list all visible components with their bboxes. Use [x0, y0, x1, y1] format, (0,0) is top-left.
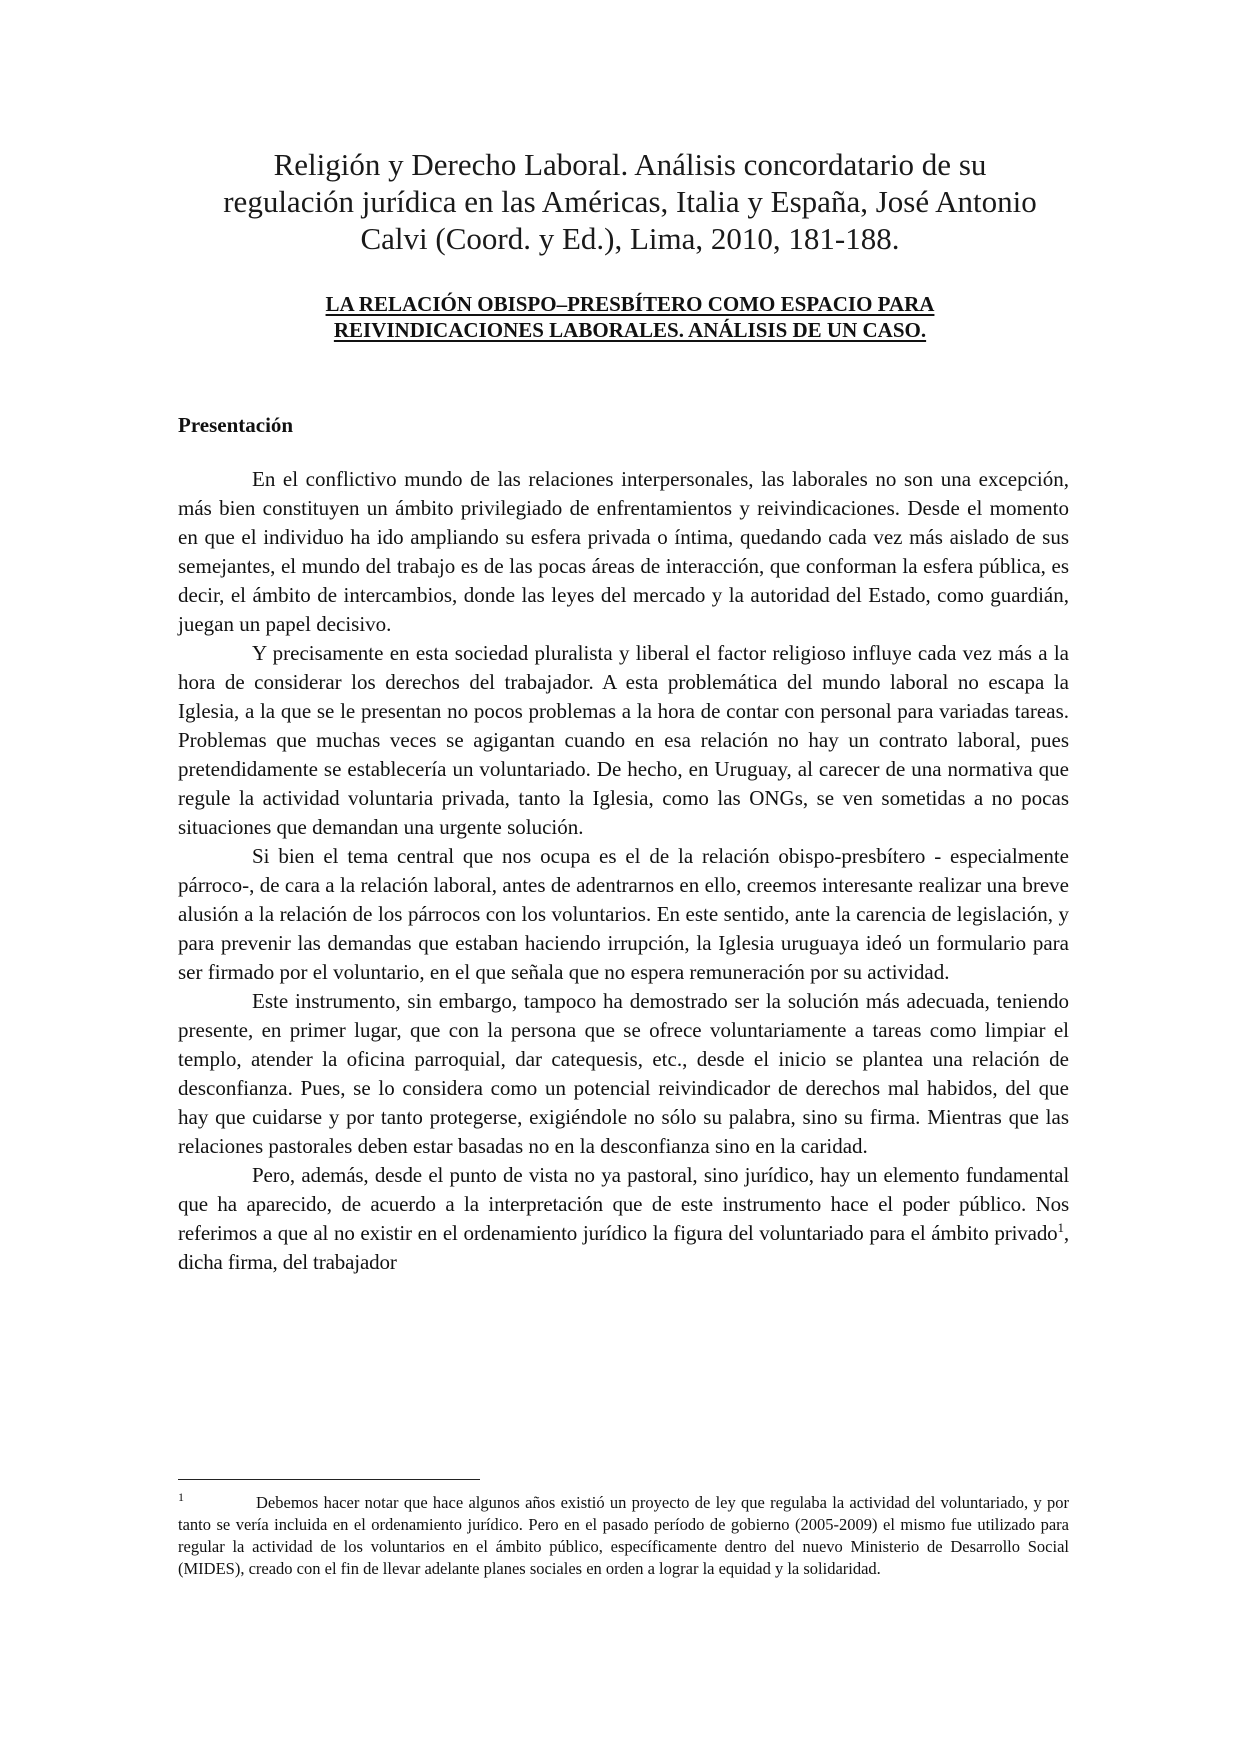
paragraph-5 — [178, 1161, 1069, 1277]
footnote-paragraph — [178, 1492, 1069, 1580]
paragraph-3: Si bien el tema central que nos ocupa es el de la relación obispo-presbítero - especialmente párroco-, de cara a la relación laboral, antes de adentrarnos en ello, creemos interesante realizar una breve alusión a la relación de los párrocos con los voluntarios. En este sentido, ante la carencia de legislación, y para prevenir las demandas que estaban haciendo irrupción, la Iglesia uruguaya ideó un formulario para ser firmado por el voluntario, en el que señala que no espera remuneración por su actividad. — [178, 844, 1069, 984]
article-title-line-2: REIVINDICACIONES LABORALES. ANÁLISIS DE UN CASO. — [333, 318, 927, 342]
body-text — [178, 465, 1069, 1277]
paragraph-5-text: Pero, además, desde el punto de vista no ya pastoral, sino jurídico, hay un elemento fundamental que ha aparecido, de acuerdo a la interpretación que de este instrumento hace el poder público. Nos referimos a que al no existir en el ordenamiento jurídico la figura del voluntariado para el ámbito privado — [178, 1163, 1069, 1245]
paragraph-1: En el conflictivo mundo de las relaciones interpersonales, las laborales no son una excepción, más bien constituyen un ámbito privilegiado de enfrentamientos y reivindicaciones. Desde el momento en que el individuo ha ido ampliando su esfera privada o íntima, quedando cada vez más aislado de sus semejantes, el mundo del trabajo es de las pocas áreas de interacción, que conforman la esfera pública, es decir, el ámbito de intercambios, donde las leyes del mercado y la autoridad del Estado, como guardián, juegan un papel decisivo. — [178, 467, 1069, 636]
section-heading: Presentación — [178, 413, 294, 437]
citation-line-1: Religión y Derecho Laboral. Análisis concordatario de su — [273, 147, 987, 182]
article-title-line-1: LA RELACIÓN OBISPO–PRESBÍTERO COMO ESPACIO PARA — [325, 292, 935, 316]
citation-line-3: Calvi (Coord. y Ed.), Lima, 2010, 181-188. — [360, 221, 900, 256]
footnote-reference[interactable]: 1 — [1057, 1220, 1064, 1235]
paragraph-5-continuation: , dicha firma, del trabajador — [178, 1221, 1069, 1274]
article-title — [220, 291, 1040, 343]
footnote-separator — [178, 1479, 480, 1480]
paragraph-2: Y precisamente en esta sociedad pluralista y liberal el factor religioso influye cada vez más a la hora de considerar los derechos del trabajador. A esta problemática del mundo laboral no escapa la Iglesia, a la que se le presentan no pocos problemas a la hora de contar con personal para variadas tareas. Problemas que muchas veces se agigantan cuando en esa relación no hay un contrato laboral, pues pretendidamente se establecería un voluntariado. De hecho, en Uruguay, al carecer de una normativa que regule la actividad voluntaria privada, tanto la Iglesia, como las ONGs, se ven sometidas a no pocas situaciones que demandan una urgente solución. — [178, 641, 1069, 839]
citation-header — [200, 146, 1060, 257]
footnote — [178, 1492, 1069, 1580]
footnote-number: 1 — [178, 1490, 184, 1504]
paragraph-4: Este instrumento, sin embargo, tampoco ha demostrado ser la solución más adecuada, teniendo presente, en primer lugar, que con la persona que se ofrece voluntariamente a tareas como limpiar el templo, atender la oficina parroquial, dar catequesis, etc., desde el inicio se plantea una relación de desconfianza. Pues, se lo considera como un potencial reivindicador de derechos mal habidos, del que hay que cuidarse y por tanto protegerse, exigiéndole no sólo su palabra, sino su firma. Mientras que las relaciones pastorales deben estar basadas no en la desconfianza sino en la caridad. — [178, 989, 1069, 1158]
footnote-text: Debemos hacer notar que hace algunos años existió un proyecto de ley que regulaba la actividad del voluntariado, y por tanto se vería incluida en el ordenamiento jurídico. Pero en el pasado período de gobierno (2005-2009) el mismo fue utilizado para regular la actividad de los voluntarios en el ámbito público, específicamente dentro del nuevo Ministerio de Desarrollo Social (MIDES), creado con el fin de llevar adelante planes sociales en orden a lograr la equidad y la solidaridad. — [178, 1493, 1069, 1578]
citation-line-2: regulación jurídica en las Américas, Italia y España, José Antonio — [223, 184, 1037, 219]
